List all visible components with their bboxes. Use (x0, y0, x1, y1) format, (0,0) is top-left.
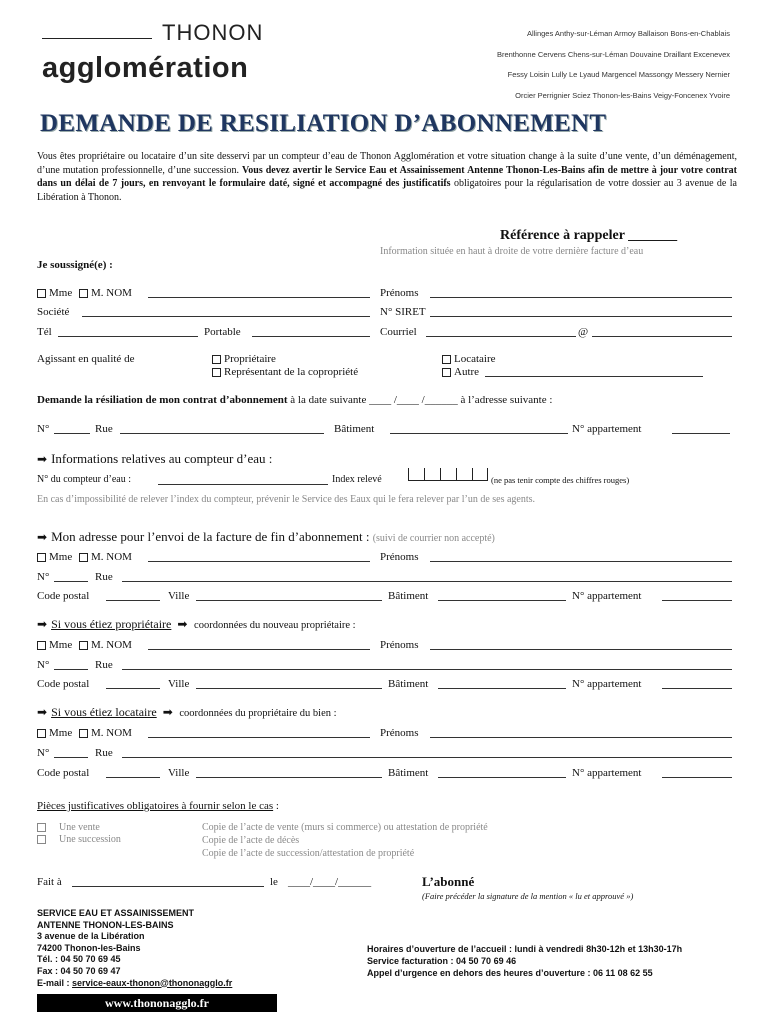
footer-hours (367, 943, 682, 979)
arrow-right-icon: ➡ (37, 705, 48, 719)
arrow-right-icon: ➡ (162, 705, 173, 719)
checkbox-representant[interactable] (212, 368, 221, 377)
proprietaire-batiment-field[interactable] (438, 687, 566, 689)
soussigne-label: Je soussigné(e) : (37, 259, 113, 271)
succession-label: Une succession (59, 834, 121, 845)
logo-brand-top: THONON (162, 20, 264, 45)
locataire-no-field[interactable] (54, 756, 88, 758)
locataire-prenoms-field[interactable] (430, 736, 732, 738)
communes-line: Fessy Loisin Lully Le Lyaud Margencel Massongy Messery Nernier (507, 70, 730, 79)
tel-label: Tél (37, 326, 52, 338)
locataire-heading (37, 705, 337, 720)
checkbox-m[interactable] (79, 553, 88, 562)
portable-label: Portable (204, 326, 241, 338)
locataire-ville-field[interactable] (196, 776, 382, 778)
adresse-appartement-label: N° appartement (572, 590, 642, 602)
arrow-right-icon: ➡ (177, 617, 188, 631)
siret-label: N° SIRET (380, 306, 426, 318)
portable-field[interactable] (252, 335, 370, 337)
proprietaire-prenoms-label: Prénoms (380, 639, 419, 651)
at-sign: @ (578, 326, 589, 338)
index-digit-divider (456, 468, 457, 480)
website-banner[interactable]: www.thononagglo.fr (37, 994, 277, 1012)
intro-text: Vous êtes propriétaire ou locataire d’un site desservi par un compteur d’eau de Thonon Agglomération et votre situation change à la suite d’une vente, d’un déménagement, d’une mutation professionnelle, d’une succession. (37, 151, 737, 176)
tel-field[interactable] (58, 335, 198, 337)
mnom-label: M. NOM (90, 551, 132, 563)
demande-rue-label: Rue (95, 423, 113, 435)
communes-list (497, 24, 730, 106)
demande-rue-field[interactable] (120, 432, 324, 434)
demande-batiment-field[interactable] (390, 432, 568, 434)
proprietaire-cp-label: Code postal (37, 678, 90, 690)
index-digit-divider (440, 468, 441, 480)
fait-a-field[interactable] (72, 885, 264, 887)
adresse-prenoms-label: Prénoms (380, 551, 419, 563)
adresse-ville-field[interactable] (196, 599, 382, 601)
checkbox-mme[interactable] (37, 641, 46, 650)
mme-label: Mme (49, 639, 73, 651)
adresse-nom-field[interactable] (148, 560, 370, 562)
prenoms-field[interactable] (430, 296, 732, 298)
index-label: Index relevé (332, 474, 382, 485)
checkbox-mme[interactable] (37, 289, 46, 298)
signature-mention: (Faire précéder la signature de la mention « lu et approuvé ») (422, 891, 634, 901)
mnom-label: M. NOM (90, 287, 132, 299)
demande-no-label: N° (37, 423, 50, 435)
adresse-no-field[interactable] (54, 580, 88, 582)
locataire-cp-field[interactable] (106, 776, 160, 778)
page-title: DEMANDE DE RESILIATION D’ABONNEMENT (40, 110, 607, 137)
index-digit-divider (472, 468, 473, 480)
courriel-domain-field[interactable] (592, 335, 732, 337)
adresse-no-label: N° (37, 571, 50, 583)
footer-line: SERVICE EAU ET ASSAINISSEMENT (37, 908, 195, 918)
checkbox-succession[interactable] (37, 835, 46, 844)
option-proprietaire[interactable] (212, 353, 276, 365)
courriel-field[interactable] (426, 335, 576, 337)
mme-label: Mme (49, 287, 73, 299)
courriel-label: Courriel (380, 326, 417, 338)
checkbox-autre[interactable] (442, 368, 451, 377)
mnom-label: M. NOM (90, 639, 132, 651)
adresse-cp-field[interactable] (106, 599, 160, 601)
locataire-batiment-label: Bâtiment (388, 767, 429, 779)
pieces-heading (37, 800, 279, 812)
proprietaire-nom-field[interactable] (148, 648, 370, 650)
adresse-batiment-label: Bâtiment (388, 590, 429, 602)
locataire-appartement-field[interactable] (662, 776, 732, 778)
mme-label: Mme (49, 727, 73, 739)
locataire-rue-label: Rue (95, 747, 113, 759)
piece-doc-2: Copie de l’acte de décès (202, 835, 300, 846)
autre-field[interactable] (485, 375, 703, 377)
locataire-nom-field[interactable] (148, 736, 370, 738)
index-digit-divider (408, 468, 409, 480)
footer-hours-line: Appel d’urgence en dehors des heures d’ouverture : 06 11 08 62 55 (367, 968, 653, 978)
autre-label: Autre (454, 366, 480, 378)
footer-line: ANTENNE THONON-LES-BAINS (37, 919, 174, 930)
demande-no-field[interactable] (54, 432, 90, 434)
checkbox-mme[interactable] (37, 729, 46, 738)
footer-line: 74200 Thonon-les-Bains (37, 942, 141, 953)
mnom-label: M. NOM (90, 727, 132, 739)
checkbox-m[interactable] (79, 289, 88, 298)
option-representant[interactable] (212, 366, 358, 378)
adresse-prenoms-field[interactable] (430, 560, 732, 562)
compteur-info: En cas d’impossibilité de relever l’index du compteur, prévenir le Service des Eaux qui le fera relever par l’un de ses agents. (37, 494, 536, 505)
societe-field[interactable] (82, 315, 370, 317)
index-note: (ne pas tenir compte des chiffres rouges) (491, 475, 630, 485)
intro-end: obligatoires pour la régularisation de votre dossier au 3 avenue de la Libération à Thonon. (37, 178, 737, 203)
logo-rule (42, 38, 152, 39)
footer-email-link[interactable]: service-eaux-thonon@thononagglo.fr (72, 977, 233, 988)
reference-label[interactable]: Référence à rappeler _______ (500, 228, 678, 243)
demande-appartement-label: N° appartement (572, 423, 642, 435)
locataire-batiment-field[interactable] (438, 776, 566, 778)
footer-hours-line: Service facturation : 04 50 70 69 46 (367, 956, 517, 966)
adresse-hint: (suivi de courrier non accepté) (372, 533, 495, 544)
piece-option-succession[interactable] (37, 834, 121, 845)
arrow-right-icon: ➡ (37, 617, 48, 631)
siret-field[interactable] (430, 315, 732, 317)
checkbox-proprietaire[interactable] (212, 355, 221, 364)
representant-label: Représentant de la copropriété (224, 366, 359, 378)
locataire-heading-rest: coordonnées du propriétaire du bien : (176, 708, 337, 719)
footer-hours-line: Horaires d’ouverture de l’accueil : lundi à vendredi 8h30-12h et 13h30-17h (367, 944, 683, 954)
proprietaire-cp-field[interactable] (106, 687, 160, 689)
vente-label: Une vente (59, 822, 100, 833)
adresse-batiment-field[interactable] (438, 599, 566, 601)
locataire-row-nom (37, 727, 132, 739)
demande-bold: Demande la résiliation de mon contrat d’abonnement (37, 394, 288, 406)
pieces-heading-colon: : (273, 800, 279, 812)
fait-a-label: Fait à (37, 876, 62, 888)
societe-label: Société (37, 306, 70, 318)
locataire-heading-text: Si vous étiez locataire (51, 705, 157, 719)
footer-line: Fax : 04 50 70 69 47 (37, 965, 121, 976)
qualite-label: Agissant en qualité de (37, 353, 135, 365)
proprietaire-appartement-label: N° appartement (572, 678, 642, 690)
logo (42, 18, 292, 88)
footer-address (37, 908, 232, 989)
footer-line: 3 avenue de la Libération (37, 931, 145, 942)
compteur-heading-text: Informations relatives au compteur d’eau : (51, 451, 273, 466)
adresse-heading-text: Mon adresse pour l’envoi de la facture de fin d’abonnement : (51, 529, 370, 544)
proprietaire-no-field[interactable] (54, 668, 88, 670)
proprietaire-appartement-field[interactable] (662, 687, 732, 689)
demande-rest[interactable]: à la date suivante ____ /____ /______ à l’adresse suivante : (287, 394, 553, 406)
compteur-heading (37, 451, 272, 467)
demande-line (37, 394, 552, 406)
communes-line: Orcier Perrignier Sciez Thonon-les-Bains Veigy-Foncenex Yvoire (515, 90, 730, 100)
index-digit-divider (487, 468, 488, 480)
footer-email-line (37, 978, 232, 990)
index-digit-divider (424, 468, 425, 480)
intro-paragraph (37, 150, 737, 204)
locataire-prenoms-label: Prénoms (380, 727, 419, 739)
adresse-heading (37, 529, 495, 545)
mme-label: Mme (49, 551, 73, 563)
adresse-appartement-field[interactable] (662, 599, 732, 601)
adresse-rue-field[interactable] (122, 580, 732, 582)
proprietaire-row-nom (37, 639, 132, 651)
le-label: le (270, 876, 278, 888)
index-digit-boxes[interactable] (408, 468, 488, 481)
footer-email-label: E-mail : (37, 977, 73, 988)
demande-batiment-label: Bâtiment (334, 423, 375, 435)
proprietaire-rue-label: Rue (95, 659, 113, 671)
proprietaire-no-label: N° (37, 659, 50, 671)
option-locataire[interactable] (442, 353, 496, 365)
adresse-row-nom (37, 551, 132, 563)
proprietaire-prenoms-field[interactable] (430, 648, 732, 650)
adresse-cp-label: Code postal (37, 590, 90, 602)
date-field[interactable]: ____/____/______ (288, 876, 372, 888)
checkbox-mme[interactable] (37, 553, 46, 562)
proprietaire-heading-rest: coordonnées du nouveau propriétaire : (191, 620, 356, 631)
proprietaire-batiment-label: Bâtiment (388, 678, 429, 690)
locataire-rue-field[interactable] (122, 756, 732, 758)
communes-line: Allinges Anthy-sur-Léman Armoy Ballaison Bons-en-Chablais (526, 29, 730, 38)
checkbox-vente[interactable] (37, 823, 46, 832)
locataire-label: Locataire (454, 353, 496, 365)
proprietaire-ville-label: Ville (168, 678, 190, 690)
demande-appartement-field[interactable] (672, 432, 730, 434)
proprietaire-heading (37, 617, 356, 632)
arrow-right-icon: ➡ (37, 452, 48, 466)
pieces-heading-text: Pièces justificatives obligatoires à fournir selon le cas (37, 800, 274, 812)
proprietaire-rue-field[interactable] (122, 668, 732, 670)
checkbox-m[interactable] (79, 641, 88, 650)
checkbox-locataire[interactable] (442, 355, 451, 364)
footer-line: Tél. : 04 50 70 69 45 (37, 954, 121, 965)
adresse-ville-label: Ville (168, 590, 190, 602)
locataire-cp-label: Code postal (37, 767, 90, 779)
abonne-label: L’abonné (422, 874, 475, 889)
locataire-appartement-label: N° appartement (572, 767, 642, 779)
nom-field[interactable] (148, 296, 370, 298)
intro-bold: Vous devez avertir le Service Eau et Assainissement Antenne Thonon-Les-Bains afin de mettre à jour votre contrat dans un délai de 7 jours, en renvoyant le formulaire daté, signé et accompagné des justificatifs (37, 164, 737, 189)
locataire-no-label: N° (37, 747, 50, 759)
compteur-num-field[interactable] (158, 483, 328, 485)
proprietaire-heading-text: Si vous étiez propriétaire (51, 617, 172, 631)
adresse-rue-label: Rue (95, 571, 113, 583)
logo-brand-bottom: agglomération (42, 52, 249, 84)
proprietaire-ville-field[interactable] (196, 687, 382, 689)
proprietaire-label: Propriétaire (224, 353, 276, 365)
reference-hint: Information située en haut à droite de votre dernière facture d’eau (380, 246, 644, 257)
communes-line: Brenthonne Cervens Chens-sur-Léman Douvaine Draillant Excenevex (496, 49, 730, 59)
compteur-num-label: N° du compteur d’eau : (37, 474, 131, 485)
piece-doc-3: Copie de l’acte de succession/attestation de propriété (202, 848, 415, 859)
piece-doc-1: Copie de l’acte de vente (murs si commerce) ou attestation de propriété (202, 822, 488, 833)
checkbox-m[interactable] (79, 729, 88, 738)
arrow-right-icon: ➡ (37, 530, 48, 544)
locataire-ville-label: Ville (168, 767, 190, 779)
prenoms-label: Prénoms (380, 287, 419, 299)
piece-option-vente[interactable] (37, 822, 100, 833)
option-autre[interactable] (442, 366, 479, 378)
identity-row-1 (37, 287, 132, 299)
